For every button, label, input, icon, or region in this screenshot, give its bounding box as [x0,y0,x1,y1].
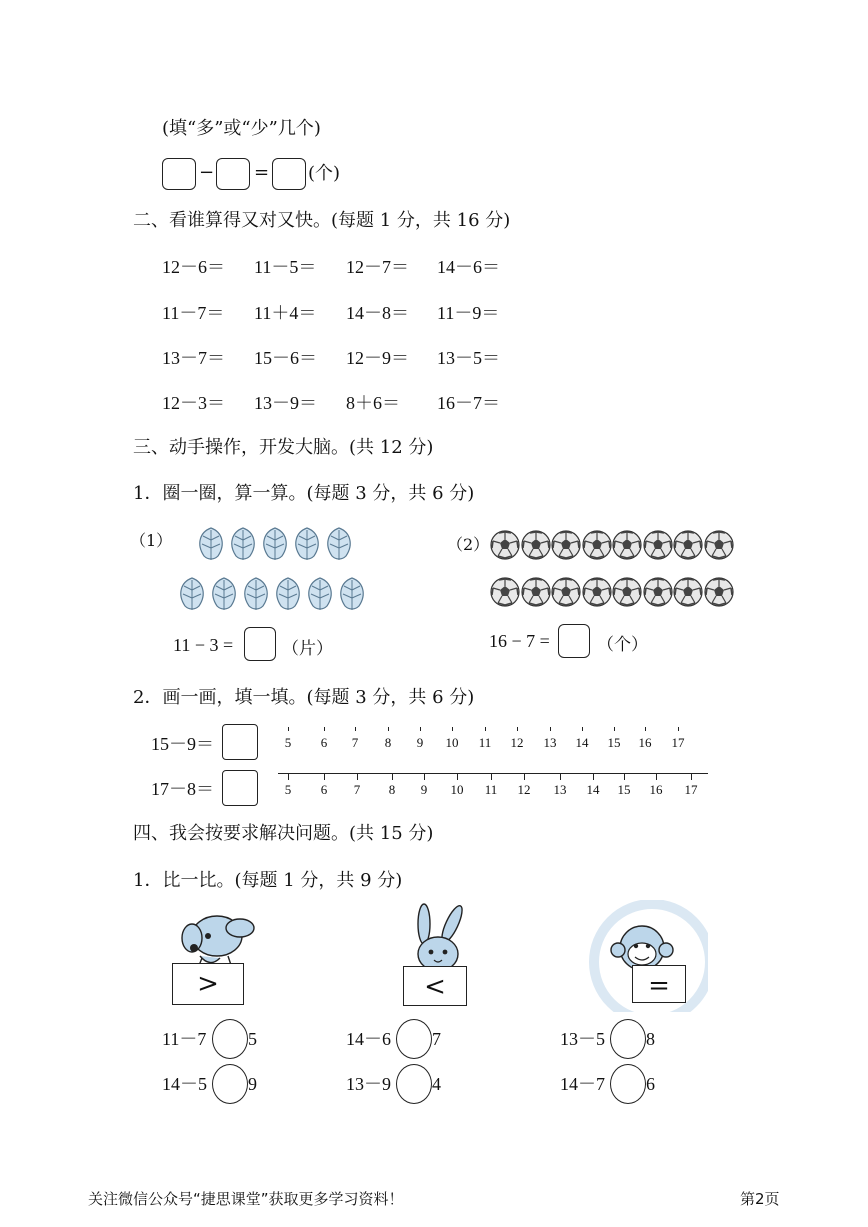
compare-circle[interactable] [610,1064,646,1104]
tick-mark [457,774,458,780]
leaf-icon [239,576,273,612]
soccer-ball-icon [612,577,642,607]
tick-label: 14 [575,735,589,750]
calc-problem: 12－3＝ [162,393,225,413]
tick-mark [324,727,325,731]
leaf-icon [271,576,305,612]
soccer-ball-icon [582,577,612,607]
q2-title: 2．画一画，填一填。(每题 3 分，共 6 分) [133,687,475,708]
calc-problem: 11－5＝ [254,257,317,277]
tick-label: 5 [284,735,292,750]
sign-greater: > [172,963,244,1005]
calc-problem: 14－6＝ [437,257,500,277]
tick-label: 11 [478,735,492,750]
calc-problem: 12－7＝ [346,257,409,277]
section-3-title: 三、动手操作，开发大脑。(共 12 分) [133,437,434,458]
soccer-ball-icon [673,530,703,560]
soccer-ball-icon [551,530,581,560]
tick-label: 15 [617,782,631,797]
calc-problem: 11＋4＝ [254,303,317,323]
calc-problem: 12－6＝ [162,257,225,277]
tick-label: 11 [484,782,498,797]
compare-left: 13－5 [560,1029,605,1049]
calc-problem: 15－6＝ [254,348,317,368]
tick-mark [420,727,421,731]
tick-label: 13 [553,782,567,797]
tick-label: 10 [450,782,464,797]
part-2-label: （2） [447,535,490,554]
tick-label: 15 [607,735,621,750]
compare-circle[interactable] [396,1064,432,1104]
footer-note: 关注微信公众号“捷思课堂”获取更多学习资料！ [88,1190,404,1208]
tick-mark [392,774,393,780]
tick-label: 12 [510,735,524,750]
leaf-icon [226,526,260,562]
tick-label: 16 [649,782,663,797]
leaf-icon [194,526,228,562]
tick-mark [656,774,657,780]
fill-hint: (填“多”或“少”几个) [162,118,321,139]
tick-label: 5 [284,782,292,797]
tick-label: 17 [684,782,698,797]
tick-mark [355,727,356,731]
compare-left: 14－7 [560,1074,605,1094]
soccer-ball-icon [673,577,703,607]
tick-label: 17 [671,735,685,750]
tick-label: 9 [420,782,428,797]
calc-problem: 11－9＝ [437,303,500,323]
page-number: 第2页 [740,1190,780,1208]
soccer-ball-icon [490,530,520,560]
tick-label: 9 [416,735,424,750]
tick-mark [452,727,453,731]
equals-sign: = [254,162,270,183]
tick-mark [614,727,615,731]
tick-mark [560,774,561,780]
soccer-ball-icon [490,577,520,607]
compare-left: 14－6 [346,1029,391,1049]
tick-mark [691,774,692,780]
unit-label: (个) [308,163,341,184]
answer-box[interactable] [244,627,276,661]
tick-label: 7 [351,735,359,750]
tick-mark [524,774,525,780]
tick-mark [678,727,679,731]
tick-mark [517,727,518,731]
tick-label: 14 [586,782,600,797]
equation-3: 15－9＝ [151,734,214,754]
leaf-icon [207,576,241,612]
section-2-title: 二、看谁算得又对又快。(每题 1 分，共 16 分) [133,210,511,231]
tick-mark [491,774,492,780]
soccer-ball-icon [704,577,734,607]
section-4-title: 四、我会按要求解决问题。(共 15 分) [133,823,434,844]
tick-mark [357,774,358,780]
calc-problem: 12－9＝ [346,348,409,368]
tick-mark [424,774,425,780]
compare-left: 11－7 [162,1029,207,1049]
answer-box[interactable] [222,770,258,806]
leaf-icon [322,526,356,562]
sign-equal: = [632,965,686,1003]
soccer-ball-icon [521,530,551,560]
compare-left: 14－5 [162,1074,207,1094]
soccer-ball-icon [704,530,734,560]
tick-label: 10 [445,735,459,750]
tick-mark [324,774,325,780]
answer-box[interactable] [558,624,590,658]
q1-compare-title: 1．比一比。(每题 1 分，共 9 分) [133,870,403,891]
leaf-icon [258,526,292,562]
tick-mark [550,727,551,731]
tick-mark [645,727,646,731]
compare-right: 4 [432,1074,441,1094]
tick-label: 16 [638,735,652,750]
calc-problem: 13－7＝ [162,348,225,368]
calc-problem: 16－7＝ [437,393,500,413]
part-1-label: （1） [130,531,173,550]
tick-mark [624,774,625,780]
compare-circle[interactable] [212,1019,248,1059]
calc-problem: 13－9＝ [254,393,317,413]
compare-left: 13－9 [346,1074,391,1094]
tick-mark [593,774,594,780]
compare-right: 9 [248,1074,257,1094]
compare-right: 7 [432,1029,441,1049]
answer-box[interactable] [162,158,196,190]
compare-circle[interactable] [212,1064,248,1104]
leaf-icon [290,526,324,562]
leaf-icon [303,576,337,612]
tick-label: 7 [353,782,361,797]
answer-box[interactable] [272,158,306,190]
q1-title: 1．圈一圈，算一算。(每题 3 分，共 6 分) [133,483,475,504]
compare-circle[interactable] [396,1019,432,1059]
tick-mark [582,727,583,731]
equation-1: 11 − 3 = [173,635,234,655]
leaf-icon [335,576,369,612]
leaf-icon [175,576,209,612]
tick-label: 13 [543,735,557,750]
soccer-ball-icon [521,577,551,607]
tick-mark [485,727,486,731]
tick-label: 8 [384,735,392,750]
calc-problem: 14－8＝ [346,303,409,323]
compare-right: 5 [248,1029,257,1049]
soccer-ball-icon [551,577,581,607]
tick-mark [288,727,289,731]
calc-problem: 8＋6＝ [346,393,400,413]
answer-box[interactable] [222,724,258,760]
answer-box[interactable] [216,158,250,190]
number-line-axis [278,773,708,774]
soccer-ball-icon [612,530,642,560]
equation-2: 16 − 7 = [489,631,550,651]
calc-problem: 11－7＝ [162,303,225,323]
tick-label: 12 [517,782,531,797]
calc-problem: 13－5＝ [437,348,500,368]
tick-label: 6 [320,782,328,797]
soccer-ball-icon [643,577,673,607]
sign-less: < [403,966,467,1006]
compare-circle[interactable] [610,1019,646,1059]
equation-4: 17－8＝ [151,779,214,799]
compare-right: 6 [646,1074,655,1094]
tick-label: 6 [320,735,328,750]
tick-label: 8 [388,782,396,797]
unit-label: （片） [282,639,333,659]
minus-sign: − [199,162,215,183]
compare-right: 8 [646,1029,655,1049]
tick-mark [388,727,389,731]
unit-label: （个） [597,635,648,655]
soccer-ball-icon [643,530,673,560]
tick-mark [288,774,289,780]
soccer-ball-icon [582,530,612,560]
